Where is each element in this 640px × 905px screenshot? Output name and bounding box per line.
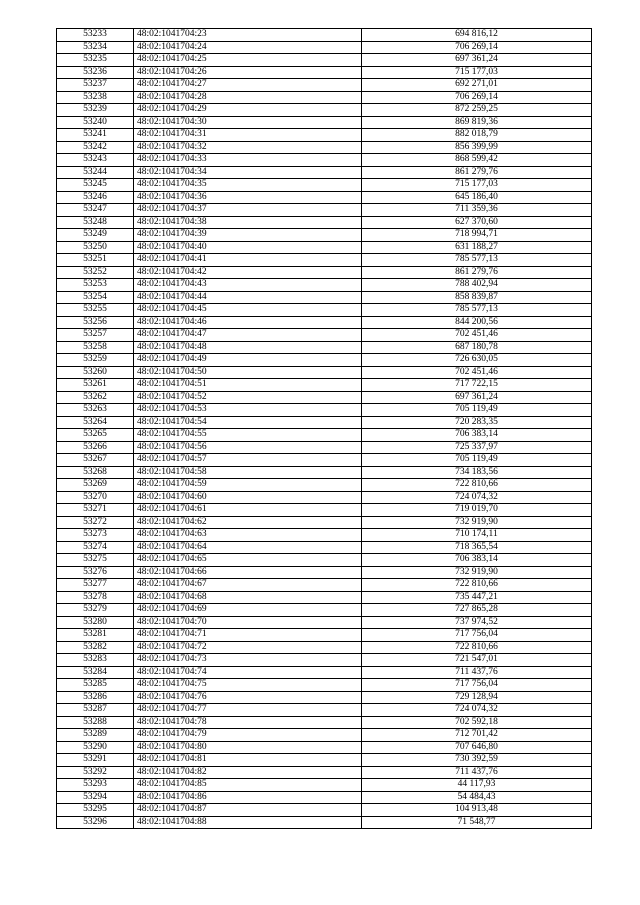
cadastral-value-cell: 722 810,66: [362, 479, 592, 492]
row-number-cell: 53267: [57, 454, 134, 467]
cadastral-value-cell: 702 451,46: [362, 329, 592, 342]
cadastral-number-cell: 48:02:1041704:59: [134, 479, 362, 492]
table-row: [57, 541, 592, 554]
row-number-cell: 53271: [57, 504, 134, 517]
row-number-cell: 53268: [57, 466, 134, 479]
table-row: [57, 516, 592, 529]
cadastral-value-cell: 844 200,56: [362, 316, 592, 329]
row-number-cell: 53273: [57, 529, 134, 542]
table-row: [57, 266, 592, 279]
cadastral-number-cell: 48:02:1041704:85: [134, 779, 362, 792]
cadastral-number-cell: 48:02:1041704:55: [134, 429, 362, 442]
cadastral-number-cell: 48:02:1041704:44: [134, 291, 362, 304]
cadastral-value-cell: 730 392,59: [362, 754, 592, 767]
cadastral-value-cell: 707 646,80: [362, 741, 592, 754]
row-number-cell: 53274: [57, 541, 134, 554]
table-row: [57, 79, 592, 92]
table-row: [57, 154, 592, 167]
table-row: [57, 41, 592, 54]
row-number-cell: 53280: [57, 616, 134, 629]
cadastral-value-cell: 711 437,76: [362, 666, 592, 679]
row-number-cell: 53275: [57, 554, 134, 567]
cadastral-value-cell: 861 279,76: [362, 166, 592, 179]
table-row: [57, 604, 592, 617]
row-number-cell: 53279: [57, 604, 134, 617]
cadastral-number-cell: 48:02:1041704:46: [134, 316, 362, 329]
row-number-cell: 53251: [57, 254, 134, 267]
table-row: [57, 816, 592, 829]
row-number-cell: 53240: [57, 116, 134, 129]
cadastral-number-cell: 48:02:1041704:77: [134, 704, 362, 717]
cadastral-number-cell: 48:02:1041704:32: [134, 141, 362, 154]
table-row: [57, 766, 592, 779]
cadastral-value-cell: 706 269,14: [362, 91, 592, 104]
cadastral-value-cell: 715 177,03: [362, 66, 592, 79]
row-number-cell: 53288: [57, 716, 134, 729]
cadastral-value-cell: 718 365,54: [362, 541, 592, 554]
cadastral-value-cell: 724 074,32: [362, 704, 592, 717]
row-number-cell: 53237: [57, 79, 134, 92]
cadastral-number-cell: 48:02:1041704:42: [134, 266, 362, 279]
row-number-cell: 53260: [57, 366, 134, 379]
row-number-cell: 53294: [57, 791, 134, 804]
row-number-cell: 53259: [57, 354, 134, 367]
row-number-cell: 53252: [57, 266, 134, 279]
cadastral-number-cell: 48:02:1041704:57: [134, 454, 362, 467]
cadastral-value-cell: 726 630,05: [362, 354, 592, 367]
cadastral-number-cell: 48:02:1041704:72: [134, 641, 362, 654]
table-row: [57, 529, 592, 542]
cadastral-number-cell: 48:02:1041704:81: [134, 754, 362, 767]
cadastral-number-cell: 48:02:1041704:36: [134, 191, 362, 204]
cadastral-value-cell: 705 119,49: [362, 404, 592, 417]
cadastral-value-cell: 856 399,99: [362, 141, 592, 154]
table-row: [57, 204, 592, 217]
row-number-cell: 53257: [57, 329, 134, 342]
cadastral-value-cell: 719 019,70: [362, 504, 592, 517]
cadastral-number-cell: 48:02:1041704:69: [134, 604, 362, 617]
table-row: [57, 341, 592, 354]
cadastral-number-cell: 48:02:1041704:82: [134, 766, 362, 779]
cadastral-number-cell: 48:02:1041704:88: [134, 816, 362, 829]
cadastral-value-cell: 725 337,97: [362, 441, 592, 454]
cadastral-number-cell: 48:02:1041704:49: [134, 354, 362, 367]
row-number-cell: 53244: [57, 166, 134, 179]
cadastral-number-cell: 48:02:1041704:40: [134, 241, 362, 254]
cadastral-value-cell: 718 994,71: [362, 229, 592, 242]
cadastral-value-cell: 720 283,35: [362, 416, 592, 429]
cadastral-value-cell: 54 484,43: [362, 791, 592, 804]
table-row: [57, 441, 592, 454]
table-row: [57, 591, 592, 604]
cadastral-value-cell: 711 437,76: [362, 766, 592, 779]
table-row: [57, 429, 592, 442]
cadastral-number-cell: 48:02:1041704:47: [134, 329, 362, 342]
cadastral-number-cell: 48:02:1041704:87: [134, 804, 362, 817]
cadastral-value-cell: 722 810,66: [362, 579, 592, 592]
cadastral-value-cell: 785 577,13: [362, 304, 592, 317]
table-row: [57, 554, 592, 567]
table-row: [57, 466, 592, 479]
row-number-cell: 53286: [57, 691, 134, 704]
table-row: [57, 191, 592, 204]
cadastral-value-cell: 687 180,78: [362, 341, 592, 354]
table-row: [57, 166, 592, 179]
cadastral-value-cell: 694 816,12: [362, 29, 592, 42]
row-number-cell: 53289: [57, 729, 134, 742]
row-number-cell: 53235: [57, 54, 134, 67]
cadastral-value-cell: 732 919,90: [362, 566, 592, 579]
row-number-cell: 53283: [57, 654, 134, 667]
cadastral-value-cell: 631 188,27: [362, 241, 592, 254]
row-number-cell: 53285: [57, 679, 134, 692]
cadastral-number-cell: 48:02:1041704:86: [134, 791, 362, 804]
cadastral-number-cell: 48:02:1041704:78: [134, 716, 362, 729]
cadastral-number-cell: 48:02:1041704:71: [134, 629, 362, 642]
cadastral-number-cell: 48:02:1041704:56: [134, 441, 362, 454]
table-row: [57, 704, 592, 717]
cadastral-value-cell: 721 547,01: [362, 654, 592, 667]
cadastral-number-cell: 48:02:1041704:43: [134, 279, 362, 292]
cadastral-value-cell: 872 259,25: [362, 104, 592, 117]
table-row: [57, 354, 592, 367]
table-row: [57, 129, 592, 142]
row-number-cell: 53256: [57, 316, 134, 329]
table-row: [57, 666, 592, 679]
cadastral-value-cell: 697 361,24: [362, 54, 592, 67]
cadastral-number-cell: 48:02:1041704:23: [134, 29, 362, 42]
row-number-cell: 53262: [57, 391, 134, 404]
row-number-cell: 53266: [57, 441, 134, 454]
cadastral-value-cell: 705 119,49: [362, 454, 592, 467]
cadastral-number-cell: 48:02:1041704:65: [134, 554, 362, 567]
cadastral-number-cell: 48:02:1041704:79: [134, 729, 362, 742]
cadastral-value-cell: 717 722,15: [362, 379, 592, 392]
row-number-cell: 53292: [57, 766, 134, 779]
table-row: [57, 491, 592, 504]
cadastral-number-cell: 48:02:1041704:26: [134, 66, 362, 79]
cadastral-value-cell: 692 271,01: [362, 79, 592, 92]
table-row: [57, 404, 592, 417]
cadastral-value-cell: 788 402,94: [362, 279, 592, 292]
row-number-cell: 53247: [57, 204, 134, 217]
row-number-cell: 53276: [57, 566, 134, 579]
cadastral-value-cell: 869 819,36: [362, 116, 592, 129]
row-number-cell: 53234: [57, 41, 134, 54]
cadastral-number-cell: 48:02:1041704:38: [134, 216, 362, 229]
row-number-cell: 53243: [57, 154, 134, 167]
row-number-cell: 53269: [57, 479, 134, 492]
row-number-cell: 53296: [57, 816, 134, 829]
row-number-cell: 53295: [57, 804, 134, 817]
table-body: [57, 29, 592, 829]
cadastral-number-cell: 48:02:1041704:64: [134, 541, 362, 554]
table-row: [57, 779, 592, 792]
table-row: [57, 179, 592, 192]
table-row: [57, 366, 592, 379]
cadastral-number-cell: 48:02:1041704:58: [134, 466, 362, 479]
cadastral-number-cell: 48:02:1041704:67: [134, 579, 362, 592]
cadastral-value-cell: 104 913,48: [362, 804, 592, 817]
table-row: [57, 391, 592, 404]
cadastral-number-cell: 48:02:1041704:27: [134, 79, 362, 92]
table-row: [57, 29, 592, 42]
cadastral-value-cell: 882 018,79: [362, 129, 592, 142]
table-row: [57, 454, 592, 467]
cadastral-value-cell: 724 074,32: [362, 491, 592, 504]
cadastral-number-cell: 48:02:1041704:50: [134, 366, 362, 379]
cadastral-value-cell: 729 128,94: [362, 691, 592, 704]
cadastral-value-cell: 717 756,04: [362, 629, 592, 642]
cadastral-number-cell: 48:02:1041704:24: [134, 41, 362, 54]
row-number-cell: 53261: [57, 379, 134, 392]
cadastral-value-cell: 861 279,76: [362, 266, 592, 279]
row-number-cell: 53284: [57, 666, 134, 679]
cadastral-value-cell: 706 383,14: [362, 429, 592, 442]
cadastral-number-cell: 48:02:1041704:73: [134, 654, 362, 667]
cadastral-number-cell: 48:02:1041704:34: [134, 166, 362, 179]
table-row: [57, 329, 592, 342]
cadastral-number-cell: 48:02:1041704:62: [134, 516, 362, 529]
row-number-cell: 53287: [57, 704, 134, 717]
cadastral-value-table: [56, 28, 592, 829]
cadastral-number-cell: 48:02:1041704:29: [134, 104, 362, 117]
row-number-cell: 53250: [57, 241, 134, 254]
table-row: [57, 479, 592, 492]
cadastral-value-cell: 727 865,28: [362, 604, 592, 617]
cadastral-value-cell: 627 370,60: [362, 216, 592, 229]
cadastral-value-cell: 858 839,87: [362, 291, 592, 304]
row-number-cell: 53236: [57, 66, 134, 79]
cadastral-value-cell: 735 447,21: [362, 591, 592, 604]
row-number-cell: 53291: [57, 754, 134, 767]
cadastral-number-cell: 48:02:1041704:45: [134, 304, 362, 317]
cadastral-number-cell: 48:02:1041704:61: [134, 504, 362, 517]
cadastral-value-cell: 710 174,11: [362, 529, 592, 542]
row-number-cell: 53242: [57, 141, 134, 154]
cadastral-number-cell: 48:02:1041704:31: [134, 129, 362, 142]
cadastral-value-cell: 44 117,93: [362, 779, 592, 792]
row-number-cell: 53238: [57, 91, 134, 104]
cadastral-value-cell: 737 974,52: [362, 616, 592, 629]
row-number-cell: 53293: [57, 779, 134, 792]
table-row: [57, 654, 592, 667]
table-row: [57, 116, 592, 129]
row-number-cell: 53278: [57, 591, 134, 604]
cadastral-value-cell: 711 359,36: [362, 204, 592, 217]
cadastral-value-cell: 722 810,66: [362, 641, 592, 654]
table-row: [57, 566, 592, 579]
table-row: [57, 54, 592, 67]
table-row: [57, 691, 592, 704]
table-row: [57, 791, 592, 804]
cadastral-number-cell: 48:02:1041704:60: [134, 491, 362, 504]
row-number-cell: 53248: [57, 216, 134, 229]
cadastral-value-cell: 706 383,14: [362, 554, 592, 567]
table-row: [57, 616, 592, 629]
cadastral-number-cell: 48:02:1041704:52: [134, 391, 362, 404]
table-row: [57, 304, 592, 317]
row-number-cell: 53249: [57, 229, 134, 242]
row-number-cell: 53245: [57, 179, 134, 192]
table-row: [57, 316, 592, 329]
row-number-cell: 53281: [57, 629, 134, 642]
cadastral-number-cell: 48:02:1041704:30: [134, 116, 362, 129]
row-number-cell: 53270: [57, 491, 134, 504]
table-row: [57, 379, 592, 392]
cadastral-value-cell: 645 186,40: [362, 191, 592, 204]
table-row: [57, 629, 592, 642]
cadastral-value-cell: 697 361,24: [362, 391, 592, 404]
table-row: [57, 679, 592, 692]
table-row: [57, 741, 592, 754]
cadastral-number-cell: 48:02:1041704:25: [134, 54, 362, 67]
cadastral-number-cell: 48:02:1041704:41: [134, 254, 362, 267]
cadastral-number-cell: 48:02:1041704:74: [134, 666, 362, 679]
table-row: [57, 729, 592, 742]
cadastral-number-cell: 48:02:1041704:66: [134, 566, 362, 579]
row-number-cell: 53277: [57, 579, 134, 592]
cadastral-value-cell: 717 756,04: [362, 679, 592, 692]
row-number-cell: 53282: [57, 641, 134, 654]
cadastral-value-cell: 702 451,46: [362, 366, 592, 379]
row-number-cell: 53246: [57, 191, 134, 204]
table-row: [57, 579, 592, 592]
row-number-cell: 53258: [57, 341, 134, 354]
cadastral-number-cell: 48:02:1041704:53: [134, 404, 362, 417]
table-row: [57, 291, 592, 304]
cadastral-value-cell: 71 548,77: [362, 816, 592, 829]
cadastral-number-cell: 48:02:1041704:51: [134, 379, 362, 392]
cadastral-value-cell: 712 701,42: [362, 729, 592, 742]
table-row: [57, 216, 592, 229]
cadastral-value-cell: 734 183,56: [362, 466, 592, 479]
table-row: [57, 104, 592, 117]
cadastral-number-cell: 48:02:1041704:63: [134, 529, 362, 542]
table-row: [57, 241, 592, 254]
cadastral-number-cell: 48:02:1041704:76: [134, 691, 362, 704]
row-number-cell: 53255: [57, 304, 134, 317]
row-number-cell: 53272: [57, 516, 134, 529]
cadastral-value-cell: 706 269,14: [362, 41, 592, 54]
table-row: [57, 91, 592, 104]
cadastral-number-cell: 48:02:1041704:70: [134, 616, 362, 629]
cadastral-number-cell: 48:02:1041704:48: [134, 341, 362, 354]
row-number-cell: 53263: [57, 404, 134, 417]
table-row: [57, 641, 592, 654]
table-row: [57, 804, 592, 817]
cadastral-number-cell: 48:02:1041704:75: [134, 679, 362, 692]
cadastral-number-cell: 48:02:1041704:68: [134, 591, 362, 604]
cadastral-number-cell: 48:02:1041704:35: [134, 179, 362, 192]
cadastral-number-cell: 48:02:1041704:37: [134, 204, 362, 217]
cadastral-number-cell: 48:02:1041704:33: [134, 154, 362, 167]
table-row: [57, 716, 592, 729]
table-row: [57, 254, 592, 267]
table-row: [57, 229, 592, 242]
row-number-cell: 53241: [57, 129, 134, 142]
table-row: [57, 66, 592, 79]
cadastral-number-cell: 48:02:1041704:39: [134, 229, 362, 242]
cadastral-value-cell: 715 177,03: [362, 179, 592, 192]
table-row: [57, 416, 592, 429]
row-number-cell: 53265: [57, 429, 134, 442]
cadastral-value-cell: 868 599,42: [362, 154, 592, 167]
row-number-cell: 53290: [57, 741, 134, 754]
row-number-cell: 53239: [57, 104, 134, 117]
table-row: [57, 754, 592, 767]
cadastral-number-cell: 48:02:1041704:80: [134, 741, 362, 754]
row-number-cell: 53254: [57, 291, 134, 304]
cadastral-number-cell: 48:02:1041704:54: [134, 416, 362, 429]
cadastral-value-cell: 702 592,18: [362, 716, 592, 729]
cadastral-number-cell: 48:02:1041704:28: [134, 91, 362, 104]
row-number-cell: 53264: [57, 416, 134, 429]
cadastral-value-cell: 732 919,90: [362, 516, 592, 529]
table-row: [57, 141, 592, 154]
row-number-cell: 53233: [57, 29, 134, 42]
table-row: [57, 504, 592, 517]
table-row: [57, 279, 592, 292]
row-number-cell: 53253: [57, 279, 134, 292]
cadastral-value-cell: 785 577,13: [362, 254, 592, 267]
